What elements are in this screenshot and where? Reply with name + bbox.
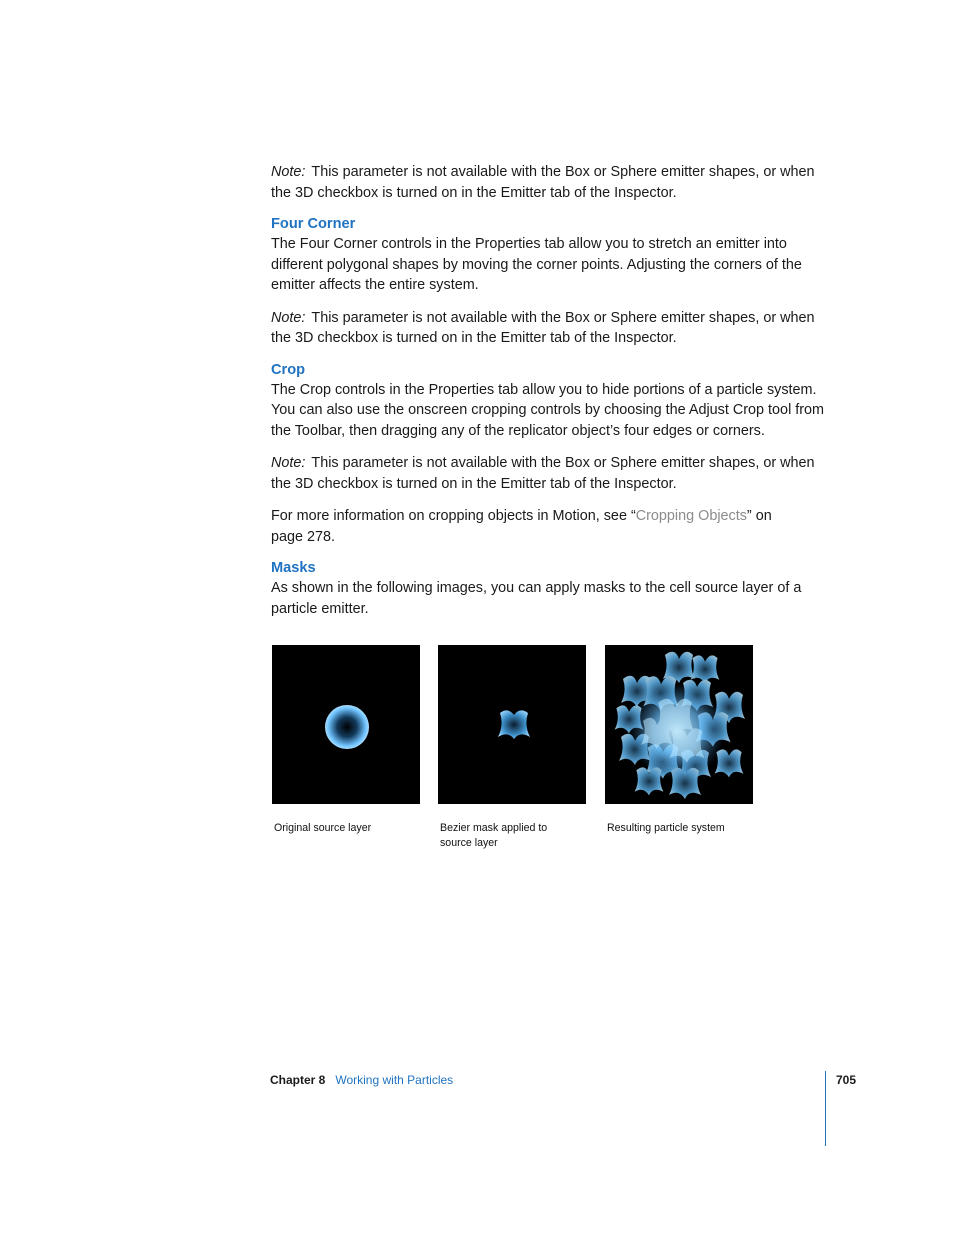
masks-body: As shown in the following images, you can apply masks to the cell source layer of a particle emitter. — [271, 580, 802, 617]
figure-particle-system — [605, 645, 754, 836]
heading-four-corner: Four Corner — [271, 216, 356, 232]
note-text: This parameter is not available with the Box or Sphere emitter shapes, or when the 3D checkbox is turned on in the Emitter tab of the Inspector. — [271, 164, 815, 201]
cross-reference-prefix: For more information on cropping objects in Motion, see “ — [271, 508, 636, 524]
cropping-objects-link[interactable]: Cropping Objects — [635, 508, 747, 524]
cross-reference — [271, 506, 781, 547]
page-number: 705 — [836, 1073, 857, 1087]
figure-bezier-mask — [438, 645, 587, 851]
note-label: Note: — [271, 455, 306, 471]
note-paragraph — [271, 162, 831, 203]
crop-body: The Crop controls in the Properties tab allow you to hide portions of a particle system. You can also use the onscreen cropping controls by choosing the Adjust Crop tool from the Toolbar, then dragging any of the replicator object’s four edges or corners. — [271, 381, 825, 439]
footer-divider — [825, 1071, 826, 1146]
note-label: Note: — [271, 164, 306, 180]
chapter-title-link[interactable]: Working with Particles — [335, 1073, 454, 1087]
note-label: Note: — [271, 309, 306, 326]
heading-masks: Masks — [271, 560, 316, 576]
figure-caption: Resulting particle system — [607, 822, 725, 834]
heading-crop: Crop — [271, 361, 306, 378]
note-text: This parameter is not available with the Box or Sphere emitter shapes, or when the 3D checkbox is turned on in the Emitter tab of the Inspector. — [271, 309, 815, 346]
cross-reference-suffix: ” on page 278. — [271, 508, 772, 545]
particle-system-image — [605, 645, 753, 804]
chapter-label: Chapter 8 — [270, 1073, 326, 1087]
note-paragraph — [271, 308, 831, 349]
figure-original-source — [272, 645, 421, 836]
figure-caption: Original source layer — [274, 822, 372, 834]
note-paragraph — [271, 453, 831, 494]
four-corner-body: The Four Corner controls in the Properties tab allow you to stretch an emitter into different polygonal shapes by moving the corner points. Adjusting the corners of the emitter affects the entire system. — [271, 236, 802, 293]
figure-caption: Bezier mask applied to source layer — [440, 822, 548, 849]
note-text: This parameter is not available with the Box or Sphere emitter shapes, or when the 3D checkbox is turned on in the Emitter tab of the Inspector. — [271, 455, 815, 492]
sphere-image — [272, 645, 420, 804]
masked-shape-image — [438, 645, 586, 804]
page-footer — [270, 1072, 453, 1088]
page-content — [271, 162, 831, 619]
